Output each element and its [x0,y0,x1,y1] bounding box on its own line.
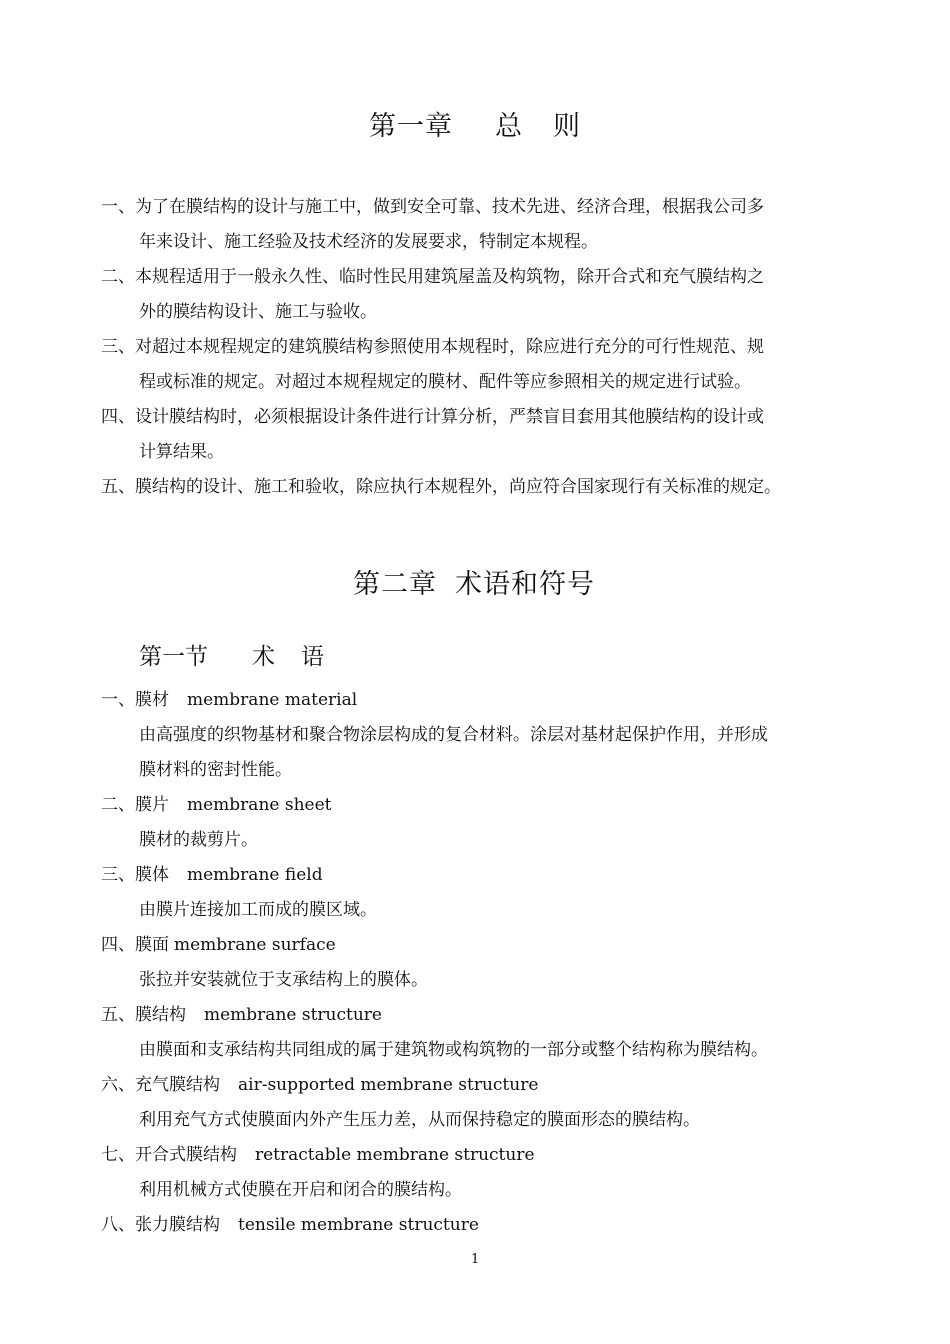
item-number: 四、 [101,407,135,427]
chapter2-title [353,562,595,601]
chapter1-title [369,104,581,143]
chapter1-title-word2: 则 [553,111,581,142]
section-title-word2: 语 [301,644,324,670]
term-chinese: 膜结构 [135,1005,186,1025]
item-text-line1: 为了在膜结构的设计与施工中，做到安全可靠、技术先进、经济合理，根据我公司多 [135,197,764,217]
item-number: 三、 [101,337,135,357]
term-2 [101,788,331,858]
item-text-line1: 设计膜结构时，必须根据设计条件进行计算分析，严禁盲目套用其他膜结构的设计或 [135,407,764,427]
item-number: 二、 [101,267,135,287]
item-text-line1: 对超过本规程规定的建筑膜结构参照使用本规程时，除应进行充分的可行性规范、规 [135,337,764,357]
term-number: 三、 [101,865,135,885]
term-definition-line1: 利用机械方式使膜在开启和闭合的膜结构。 [139,1180,462,1200]
item-text-line2: 年来设计、施工经验及技术经济的发展要求，特制定本规程。 [139,232,598,252]
term-english: membrane material [187,690,358,710]
term-chinese: 开合式膜结构 [135,1145,237,1165]
term-definition-line1: 张拉并安装就位于支承结构上的膜体。 [139,970,428,990]
term-chinese: 张力膜结构 [135,1215,220,1235]
term-number: 五、 [101,1005,135,1025]
term-chinese: 充气膜结构 [135,1075,220,1095]
chapter1-title-number: 第一章 [369,111,453,142]
item-text-line1: 膜结构的设计、施工和验收，除应执行本规程外，尚应符合国家现行有关标准的规定。 [135,477,781,497]
chapter2-title-number: 第二章 [353,569,437,600]
item-text-line2: 外的膜结构设计、施工与验收。 [139,302,377,322]
term-chinese: 膜体 [135,865,169,885]
item-number: 一、 [101,197,135,217]
chapter1-item-4 [101,400,764,470]
term-4 [101,928,428,998]
term-chinese: 膜片 [135,795,169,815]
term-definition-line1: 利用充气方式使膜面内外产生压力差，从而保持稳定的膜面形态的膜结构。 [139,1110,700,1130]
term-definition-line1: 由膜片连接加工而成的膜区域。 [139,900,377,920]
item-number: 五、 [101,477,135,497]
page-number: 1 [471,1252,480,1267]
term-english: membrane structure [204,1005,382,1025]
term-number: 八、 [101,1215,135,1235]
term-number: 一、 [101,690,135,710]
chapter1-item-2 [101,260,764,330]
term-english: tensile membrane structure [238,1215,479,1235]
chapter1-item-5 [101,470,781,505]
chapter1-item-3 [101,330,764,400]
chapter1-title-word1: 总 [495,111,523,142]
term-6 [101,1068,700,1138]
term-chinese: 膜面 [135,935,169,955]
term-number: 二、 [101,795,135,815]
term-definition-line2: 膜材料的密封性能。 [139,760,292,780]
term-3 [101,858,377,928]
item-text-line1: 本规程适用于一般永久性、临时性民用建筑屋盖及构筑物，除开合式和充气膜结构之 [135,267,764,287]
item-text-line2: 计算结果。 [139,442,224,462]
term-number: 七、 [101,1145,135,1165]
term-definition-line1: 由膜面和支承结构共同组成的属于建筑物或构筑物的一部分或整个结构称为膜结构。 [139,1040,768,1060]
term-7 [101,1138,535,1208]
chapter1-item-1 [101,190,764,260]
term-definition-line1: 由高强度的织物基材和聚合物涂层构成的复合材料。涂层对基材起保护作用，并形成 [139,725,768,745]
section-title-word1: 术 [252,644,275,670]
term-8 [101,1208,479,1243]
term-1 [101,683,768,788]
term-english: retractable membrane structure [255,1145,535,1165]
term-chinese: 膜材 [135,690,169,710]
term-number: 六、 [101,1075,135,1095]
term-5 [101,998,768,1068]
term-number: 四、 [101,935,135,955]
term-english: membrane sheet [187,795,332,815]
section-title-number: 第一节 [139,644,208,670]
chapter2-title-text: 术语和符号 [455,569,595,600]
term-definition-line1: 膜材的裁剪片。 [139,830,258,850]
term-english: membrane field [187,865,323,885]
term-english: air-supported membrane structure [238,1075,539,1095]
term-english: membrane surface [174,935,336,955]
item-text-line2: 程或标准的规定。对超过本规程规定的膜材、配件等应参照相关的规定进行试验。 [139,372,751,392]
section-title [139,638,324,671]
